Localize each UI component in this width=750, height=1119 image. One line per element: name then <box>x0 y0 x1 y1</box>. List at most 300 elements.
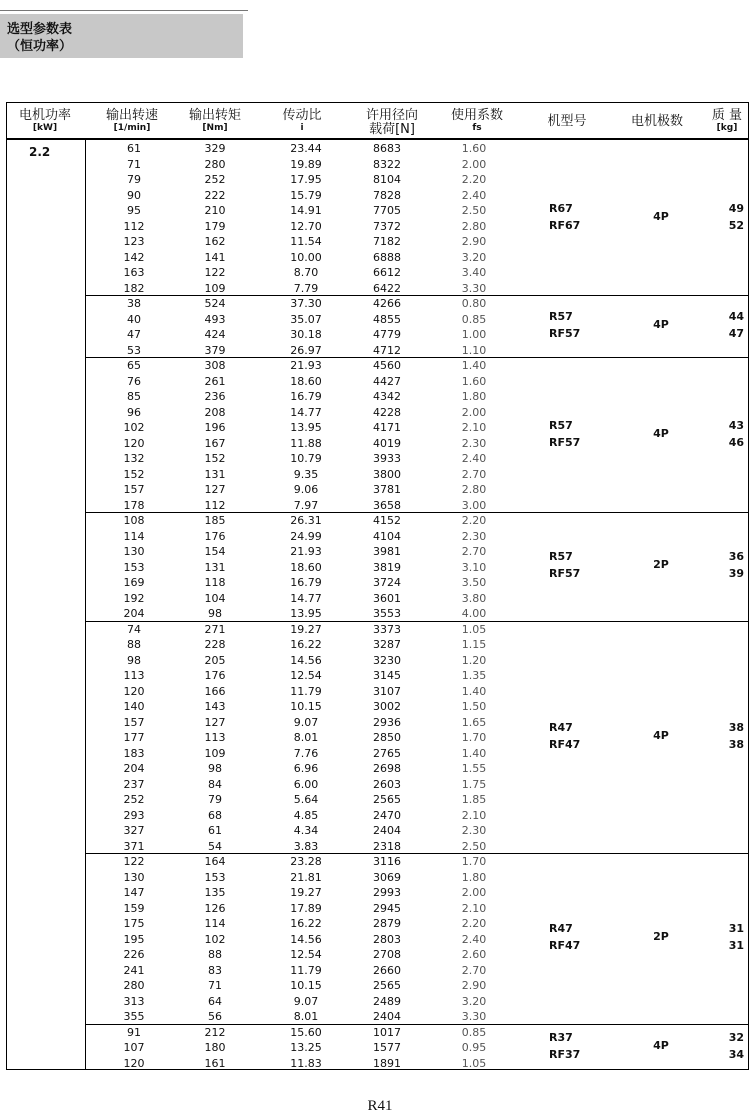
radial-load-cell: 2698 <box>373 762 401 775</box>
torque-cell: 131 <box>204 467 226 481</box>
ratio-cell: 9.07 <box>293 994 319 1008</box>
ratio-cell: 8.70 <box>293 266 319 279</box>
service-factor-cell: 2.90 <box>461 235 487 248</box>
radial-load-cell: 7705 <box>373 204 401 217</box>
speed-cell: 371 <box>123 839 145 853</box>
ratio-cell: 10.00 <box>290 250 322 264</box>
ratio-cell: 7.97 <box>293 498 319 512</box>
ratio-cell: 7.79 <box>293 281 319 295</box>
table-row <box>86 653 748 669</box>
ratio-cell: 21.93 <box>290 359 322 372</box>
service-factor-cell: 1.80 <box>461 390 487 403</box>
radial-load-cell: 3373 <box>373 622 401 636</box>
radial-load-cell: 6612 <box>373 266 401 279</box>
model-group <box>86 295 748 358</box>
service-factor-cell: 2.80 <box>461 219 487 233</box>
service-factor-cell: 0.95 <box>461 1041 487 1054</box>
ratio-cell: 6.00 <box>293 777 319 791</box>
ratio-cell: 14.56 <box>290 653 322 667</box>
speed-cell: 40 <box>127 312 141 326</box>
table-row <box>86 265 748 281</box>
speed-cell: 152 <box>123 467 145 481</box>
poles-label: 4P <box>653 426 669 440</box>
torque-cell: 154 <box>204 545 226 558</box>
torque-cell: 135 <box>204 886 226 899</box>
speed-cell: 85 <box>127 390 141 403</box>
service-factor-cell: 0.80 <box>461 297 487 310</box>
service-factor-cell: 2.20 <box>461 173 487 186</box>
ratio-cell: 23.44 <box>290 142 322 155</box>
model-label: RF57 <box>549 435 581 449</box>
radial-load-cell: 2765 <box>373 746 401 760</box>
table-row <box>86 451 748 467</box>
radial-load-cell: 4152 <box>373 514 401 527</box>
ratio-cell: 19.27 <box>290 622 322 636</box>
speed-cell: 142 <box>123 250 145 264</box>
speed-cell: 159 <box>123 901 145 915</box>
torque-cell: 98 <box>208 762 222 775</box>
radial-load-cell: 3724 <box>373 576 401 589</box>
service-factor-cell: 3.80 <box>461 591 487 605</box>
service-factor-cell: 3.10 <box>461 560 487 574</box>
radial-load-cell: 4855 <box>373 312 401 326</box>
service-factor-cell: 1.70 <box>461 855 487 868</box>
service-factor-cell: 1.05 <box>461 1056 487 1070</box>
table-row <box>86 141 748 157</box>
ratio-cell: 21.93 <box>290 545 322 558</box>
service-factor-cell: 3.30 <box>461 1010 487 1023</box>
radial-load-cell: 2489 <box>373 994 401 1008</box>
radial-load-cell: 2565 <box>373 979 401 992</box>
torque-cell: 162 <box>204 235 226 248</box>
torque-cell: 71 <box>208 979 222 992</box>
col-header-torque: 输出转矩 [Nm] <box>188 108 241 133</box>
ratio-cell: 13.95 <box>290 607 322 620</box>
table-row <box>86 1025 748 1041</box>
table-row <box>86 591 748 607</box>
ratio-cell: 24.99 <box>290 529 322 543</box>
speed-cell: 98 <box>127 653 141 667</box>
table-row <box>86 746 748 762</box>
torque-cell: 271 <box>204 622 226 636</box>
speed-cell: 95 <box>127 204 141 217</box>
speed-cell: 120 <box>123 436 145 450</box>
model-label: RF57 <box>549 567 581 581</box>
torque-cell: 64 <box>208 994 222 1008</box>
ratio-cell: 16.79 <box>290 576 322 589</box>
table-row <box>86 157 748 173</box>
speed-cell: 192 <box>123 591 145 605</box>
service-factor-cell: 2.30 <box>461 436 487 450</box>
ratio-cell: 21.81 <box>290 870 322 884</box>
speed-cell: 204 <box>123 607 145 620</box>
torque-cell: 179 <box>204 219 226 233</box>
service-factor-cell: 1.20 <box>461 653 487 667</box>
header-divider <box>7 138 748 140</box>
ratio-cell: 10.15 <box>290 700 322 713</box>
speed-cell: 79 <box>127 173 141 186</box>
torque-cell: 56 <box>208 1010 222 1023</box>
table-row <box>86 839 748 855</box>
torque-cell: 222 <box>204 188 226 202</box>
table-row <box>86 963 748 979</box>
table-row <box>86 792 748 808</box>
service-factor-cell: 1.40 <box>461 684 487 698</box>
table-row <box>86 172 748 188</box>
model-label: R47 <box>549 720 573 734</box>
table-row <box>86 389 748 405</box>
radial-load-cell: 3230 <box>373 653 401 667</box>
ratio-cell: 37.30 <box>290 297 322 310</box>
radial-load-cell: 4712 <box>373 343 401 357</box>
torque-cell: 88 <box>208 948 222 961</box>
ratio-cell: 18.60 <box>290 374 322 388</box>
speed-cell: 108 <box>123 514 145 527</box>
torque-cell: 212 <box>204 1025 226 1039</box>
model-label: R57 <box>549 550 573 564</box>
speed-cell: 183 <box>123 746 145 760</box>
ratio-cell: 19.89 <box>290 157 322 171</box>
radial-load-cell: 3781 <box>373 483 401 496</box>
speed-cell: 38 <box>127 297 141 310</box>
torque-cell: 185 <box>204 514 226 527</box>
radial-load-cell: 2470 <box>373 808 401 822</box>
ratio-cell: 26.31 <box>290 514 322 527</box>
ratio-cell: 16.22 <box>290 638 322 651</box>
ratio-cell: 9.07 <box>293 715 319 729</box>
service-factor-cell: 2.40 <box>461 932 487 946</box>
col-header-power: 电机功率 [kW] <box>18 108 71 133</box>
ratio-cell: 30.18 <box>290 328 322 341</box>
ratio-cell: 12.54 <box>290 669 322 682</box>
speed-cell: 107 <box>123 1041 145 1054</box>
model-group <box>86 1024 748 1072</box>
service-factor-cell: 1.80 <box>461 870 487 884</box>
table-row <box>86 188 748 204</box>
torque-cell: 109 <box>204 746 226 760</box>
radial-load-cell: 4266 <box>373 297 401 310</box>
model-label: RF57 <box>549 327 581 340</box>
speed-cell: 178 <box>123 498 145 512</box>
speed-cell: 88 <box>127 638 141 651</box>
table-row <box>86 684 748 700</box>
speed-cell: 177 <box>123 731 145 744</box>
col-header-weight: 质 量 [kg] <box>711 108 743 133</box>
torque-cell: 161 <box>204 1056 226 1070</box>
ratio-cell: 26.97 <box>290 343 322 357</box>
torque-cell: 102 <box>204 932 226 946</box>
torque-cell: 166 <box>204 684 226 698</box>
service-factor-cell: 4.00 <box>461 607 487 620</box>
table-row <box>86 281 748 297</box>
speed-cell: 157 <box>123 715 145 729</box>
radial-load-cell: 7372 <box>373 219 401 233</box>
model-label: R67 <box>549 201 573 215</box>
ratio-cell: 3.83 <box>293 839 319 853</box>
poles-label: 2P <box>653 558 669 572</box>
radial-load-cell: 7182 <box>373 235 401 248</box>
radial-load-cell: 3002 <box>373 700 401 713</box>
speed-cell: 130 <box>123 545 145 558</box>
speed-cell: 76 <box>127 374 141 388</box>
radial-load-cell: 4019 <box>373 436 401 450</box>
speed-cell: 114 <box>123 529 145 543</box>
torque-cell: 61 <box>208 824 222 837</box>
torque-cell: 113 <box>204 731 226 744</box>
table-row <box>86 916 748 932</box>
torque-cell: 54 <box>208 839 222 853</box>
service-factor-cell: 1.65 <box>461 715 487 729</box>
ratio-cell: 8.01 <box>293 1010 319 1023</box>
table-row <box>86 637 748 653</box>
torque-cell: 205 <box>204 653 226 667</box>
table-row <box>86 358 748 374</box>
service-factor-cell: 2.20 <box>461 514 487 527</box>
speed-cell: 226 <box>123 948 145 961</box>
service-factor-cell: 3.20 <box>461 994 487 1008</box>
torque-cell: 424 <box>204 328 226 341</box>
table-row <box>86 575 748 591</box>
speed-cell: 61 <box>127 142 141 155</box>
torque-cell: 164 <box>204 855 226 868</box>
col-header-service-factor: 使用系数 fs <box>450 108 503 133</box>
torque-cell: 127 <box>204 483 226 496</box>
col-header-speed: 输出转速 [1/min] <box>105 108 158 133</box>
weight-value: 43 <box>728 418 744 432</box>
service-factor-cell: 1.35 <box>461 669 487 682</box>
model-label: RF37 <box>549 1047 581 1061</box>
radial-load-cell: 3658 <box>373 498 401 512</box>
radial-load-cell: 8683 <box>373 142 401 155</box>
speed-cell: 120 <box>123 684 145 698</box>
service-factor-cell: 2.00 <box>461 886 487 899</box>
col-header-poles: 电机极数 <box>630 114 683 129</box>
service-factor-cell: 3.00 <box>461 498 487 512</box>
col-header-model: 机型号 <box>547 114 587 129</box>
torque-cell: 176 <box>204 669 226 682</box>
service-factor-cell: 2.50 <box>461 839 487 853</box>
weight-value: 34 <box>728 1047 744 1061</box>
ratio-cell: 8.01 <box>293 731 319 744</box>
torque-cell: 180 <box>204 1041 226 1054</box>
section-tab <box>0 14 243 58</box>
table-row <box>86 296 748 312</box>
ratio-cell: 12.70 <box>290 219 322 233</box>
table-row <box>86 668 748 684</box>
table-row <box>86 978 748 994</box>
speed-cell: 313 <box>123 994 145 1008</box>
ratio-cell: 35.07 <box>290 312 322 326</box>
radial-load-cell: 3601 <box>373 591 401 605</box>
radial-load-cell: 2879 <box>373 917 401 930</box>
weight-value: 47 <box>728 327 744 340</box>
radial-load-cell: 3145 <box>373 669 401 682</box>
radial-load-cell: 4171 <box>373 421 401 434</box>
torque-cell: 98 <box>208 607 222 620</box>
radial-load-cell: 2660 <box>373 963 401 977</box>
ratio-cell: 9.35 <box>293 467 319 481</box>
torque-cell: 83 <box>208 963 222 977</box>
model-label: R47 <box>549 922 573 936</box>
ratio-cell: 14.56 <box>290 932 322 946</box>
service-factor-cell: 2.70 <box>461 545 487 558</box>
torque-cell: 196 <box>204 421 226 434</box>
table-row <box>86 947 748 963</box>
service-factor-cell: 2.20 <box>461 917 487 930</box>
service-factor-cell: 1.75 <box>461 777 487 791</box>
radial-load-cell: 3981 <box>373 545 401 558</box>
weight-value: 38 <box>728 720 744 734</box>
speed-cell: 71 <box>127 157 141 171</box>
torque-cell: 308 <box>204 359 226 372</box>
ratio-cell: 15.79 <box>290 188 322 202</box>
weight-value: 52 <box>728 218 744 232</box>
table-row <box>86 870 748 886</box>
model-group <box>86 141 748 296</box>
table-row <box>86 1056 748 1072</box>
table-row <box>86 606 748 622</box>
model-label: RF67 <box>549 218 581 232</box>
table-row <box>86 1009 748 1025</box>
torque-cell: 252 <box>204 173 226 186</box>
table-row <box>86 854 748 870</box>
service-factor-cell: 2.40 <box>461 452 487 465</box>
ratio-cell: 19.27 <box>290 886 322 899</box>
torque-cell: 208 <box>204 405 226 419</box>
ratio-cell: 18.60 <box>290 560 322 574</box>
torque-cell: 131 <box>204 560 226 574</box>
service-factor-cell: 1.10 <box>461 343 487 357</box>
radial-load-cell: 1017 <box>373 1025 401 1039</box>
ratio-cell: 14.91 <box>290 204 322 217</box>
radial-load-cell: 7828 <box>373 188 401 202</box>
torque-cell: 236 <box>204 390 226 403</box>
model-label: RF47 <box>549 939 581 953</box>
torque-cell: 127 <box>204 715 226 729</box>
ratio-cell: 11.83 <box>290 1056 322 1070</box>
radial-load-cell: 1891 <box>373 1056 401 1070</box>
ratio-cell: 9.06 <box>293 483 319 496</box>
weight-value: 36 <box>728 550 744 564</box>
ratio-cell: 13.95 <box>290 421 322 434</box>
torque-cell: 176 <box>204 529 226 543</box>
radial-load-cell: 2708 <box>373 948 401 961</box>
torque-cell: 104 <box>204 591 226 605</box>
service-factor-cell: 1.05 <box>461 622 487 636</box>
speed-cell: 327 <box>123 824 145 837</box>
service-factor-cell: 1.50 <box>461 700 487 713</box>
torque-cell: 152 <box>204 452 226 465</box>
ratio-cell: 23.28 <box>290 855 322 868</box>
table-row <box>86 250 748 266</box>
service-factor-cell: 2.00 <box>461 405 487 419</box>
torque-cell: 493 <box>204 312 226 326</box>
ratio-cell: 7.76 <box>293 746 319 760</box>
speed-cell: 153 <box>123 560 145 574</box>
torque-cell: 329 <box>204 142 226 155</box>
radial-load-cell: 4104 <box>373 529 401 543</box>
torque-cell: 118 <box>204 576 226 589</box>
torque-cell: 524 <box>204 297 226 310</box>
poles-label: 4P <box>653 728 669 742</box>
radial-load-cell: 2565 <box>373 793 401 806</box>
parameter-table <box>6 102 749 1070</box>
ratio-cell: 12.54 <box>290 948 322 961</box>
ratio-cell: 14.77 <box>290 591 322 605</box>
poles-label: 2P <box>653 930 669 944</box>
speed-cell: 53 <box>127 343 141 357</box>
service-factor-cell: 2.30 <box>461 529 487 543</box>
speed-cell: 195 <box>123 932 145 946</box>
poles-label: 4P <box>653 209 669 223</box>
torque-cell: 141 <box>204 250 226 264</box>
table-row <box>86 994 748 1010</box>
radial-load-cell: 6422 <box>373 281 401 295</box>
service-factor-cell: 1.60 <box>461 142 487 155</box>
radial-load-cell: 2603 <box>373 777 401 791</box>
table-row <box>86 405 748 421</box>
service-factor-cell: 0.85 <box>461 1025 487 1039</box>
torque-cell: 122 <box>204 266 226 279</box>
weight-value: 32 <box>728 1030 744 1044</box>
ratio-cell: 13.25 <box>290 1041 322 1054</box>
radial-load-cell: 4342 <box>373 390 401 403</box>
radial-load-cell: 3819 <box>373 560 401 574</box>
radial-load-cell: 6888 <box>373 250 401 264</box>
ratio-cell: 15.60 <box>290 1025 322 1039</box>
torque-cell: 68 <box>208 808 222 822</box>
torque-cell: 228 <box>204 638 226 651</box>
model-group <box>86 357 748 513</box>
service-factor-cell: 2.80 <box>461 483 487 496</box>
speed-cell: 140 <box>123 700 145 713</box>
ratio-cell: 17.95 <box>290 173 322 186</box>
ratio-cell: 17.89 <box>290 901 322 915</box>
service-factor-cell: 3.20 <box>461 250 487 264</box>
table-row <box>86 544 748 560</box>
speed-cell: 241 <box>123 963 145 977</box>
weight-value: 44 <box>728 310 744 323</box>
service-factor-cell: 2.10 <box>461 421 487 434</box>
radial-load-cell: 4560 <box>373 359 401 372</box>
table-row <box>86 467 748 483</box>
ratio-cell: 10.15 <box>290 979 322 992</box>
speed-cell: 252 <box>123 793 145 806</box>
torque-cell: 109 <box>204 281 226 295</box>
poles-label: 4P <box>653 1038 669 1052</box>
service-factor-cell: 2.40 <box>461 188 487 202</box>
speed-cell: 113 <box>123 669 145 682</box>
ratio-cell: 4.85 <box>293 808 319 822</box>
model-group <box>86 853 748 1025</box>
table-row <box>86 901 748 917</box>
radial-load-cell: 4228 <box>373 405 401 419</box>
table-row <box>86 374 748 390</box>
model-label: RF47 <box>549 737 581 751</box>
model-label: R37 <box>549 1030 573 1044</box>
ratio-cell: 16.22 <box>290 917 322 930</box>
ratio-cell: 4.34 <box>293 824 319 837</box>
radial-load-cell: 2404 <box>373 824 401 837</box>
service-factor-cell: 1.85 <box>461 793 487 806</box>
service-factor-cell: 3.30 <box>461 281 487 295</box>
table-row <box>86 777 748 793</box>
radial-load-cell: 8104 <box>373 173 401 186</box>
table-row <box>86 699 748 715</box>
speed-cell: 90 <box>127 188 141 202</box>
service-factor-cell: 1.00 <box>461 328 487 341</box>
ratio-cell: 11.79 <box>290 963 322 977</box>
